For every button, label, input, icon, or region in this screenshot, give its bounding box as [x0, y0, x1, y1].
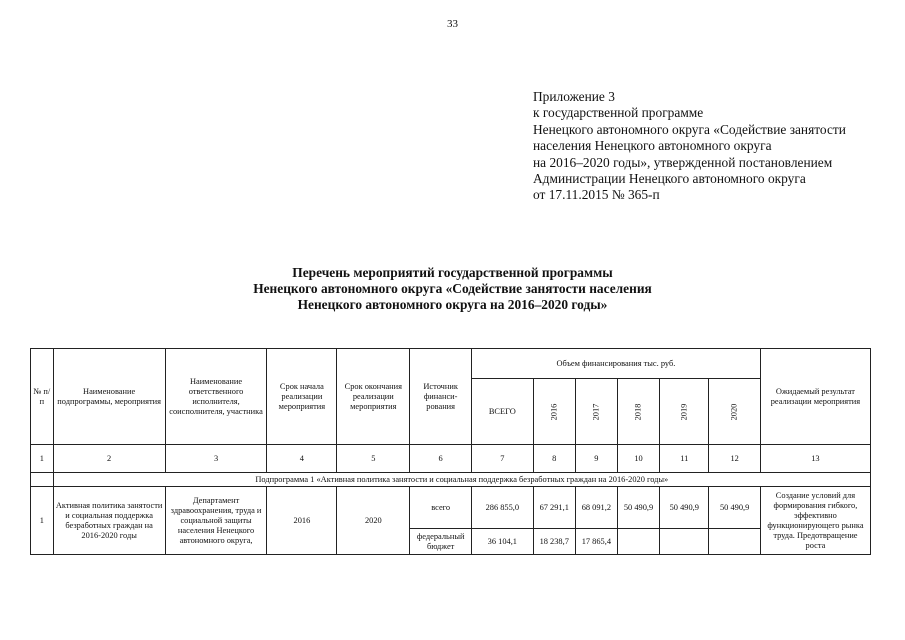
- column-number: 10: [617, 445, 659, 473]
- appendix-line: Приложение 3: [533, 89, 615, 104]
- title-line: Ненецкого автономного округа на 2016–2020 годы»: [297, 297, 608, 312]
- row-year-value: [617, 529, 659, 555]
- row-end: 2020: [337, 487, 410, 555]
- document-title: [0, 265, 905, 313]
- header-start: Срок начала реализации мероприятия: [267, 349, 337, 445]
- measures-table: [30, 348, 871, 555]
- title-line: Перечень мероприятий государственной программы: [292, 265, 613, 280]
- row-result: Создание условий для формирования гибкого, эффективно функционирующего рынка труда. Предотвращение роста: [760, 487, 870, 555]
- year-label: 2016: [549, 403, 559, 420]
- column-number: 1: [31, 445, 54, 473]
- column-number: 6: [410, 445, 472, 473]
- header-year: [709, 379, 760, 445]
- header-executor: Наименование ответственного исполнителя, соисполнителя, участника: [165, 349, 267, 445]
- header-num: № п/п: [31, 349, 54, 445]
- appendix-line: от 17.11.2015 № 365-п: [533, 187, 660, 203]
- row-name: Активная политика занятости и социальная поддержка безработных граждан на 2016-2020 годы: [53, 487, 165, 555]
- title-line: Ненецкого автономного округа «Содействие занятости населения: [253, 281, 652, 296]
- page-number: 33: [447, 18, 458, 30]
- year-label: 2017: [591, 403, 601, 420]
- header-name: Наименование подпрограммы, мероприятия: [53, 349, 165, 445]
- row-year-value: 17 865,4: [575, 529, 617, 555]
- row-executor: Департамент здравоохранения, труда и социальной защиты населения Ненецкого автономного округа,: [165, 487, 267, 555]
- row-total: 286 855,0: [471, 487, 533, 529]
- header-result: Ожидаемый результат реализации мероприятия: [760, 349, 870, 445]
- row-year-value: 50 490,9: [709, 487, 760, 529]
- header-source: Источник финанси-рования: [410, 349, 472, 445]
- appendix-note: [533, 89, 846, 204]
- row-source: всего: [410, 487, 472, 529]
- column-number: 8: [533, 445, 575, 473]
- header-funding-group: Объем финансирования тыс. руб.: [471, 349, 760, 379]
- header-year: [660, 379, 709, 445]
- row-year-value: 50 490,9: [660, 487, 709, 529]
- column-number: 3: [165, 445, 267, 473]
- header-row: [31, 349, 871, 379]
- header-year: [575, 379, 617, 445]
- table-row: [31, 487, 871, 529]
- appendix-line: Ненецкого автономного округа «Содействие занятости: [533, 121, 846, 137]
- column-number: 11: [660, 445, 709, 473]
- header-end: Срок окончания реализации мероприятия: [337, 349, 410, 445]
- row-source: федеральный бюджет: [410, 529, 472, 555]
- year-label: 2019: [679, 403, 689, 420]
- column-number: 2: [53, 445, 165, 473]
- subprogram-empty-cell: [31, 473, 54, 487]
- row-year-value: 68 091,2: [575, 487, 617, 529]
- column-number: 9: [575, 445, 617, 473]
- row-start: 2016: [267, 487, 337, 555]
- subprogram-title: Подпрограмма 1 «Активная политика занятости и социальная поддержка безработных граждан на 2016-2020 годы»: [53, 473, 870, 487]
- row-year-value: [709, 529, 760, 555]
- subprogram-row: [31, 473, 871, 487]
- column-number: 12: [709, 445, 760, 473]
- column-number-row: [31, 445, 871, 473]
- header-year: [533, 379, 575, 445]
- row-year-value: [660, 529, 709, 555]
- header-total: ВСЕГО: [471, 379, 533, 445]
- row-total: 36 104,1: [471, 529, 533, 555]
- row-year-value: 67 291,1: [533, 487, 575, 529]
- year-label: 2018: [633, 403, 643, 420]
- column-number: 5: [337, 445, 410, 473]
- row-year-value: 18 238,7: [533, 529, 575, 555]
- row-num: 1: [31, 487, 54, 555]
- year-label: 2020: [729, 403, 739, 420]
- column-number: 7: [471, 445, 533, 473]
- header-year: [617, 379, 659, 445]
- appendix-line: к государственной программе: [533, 105, 704, 121]
- appendix-line: Администрации Ненецкого автономного округа: [533, 171, 806, 187]
- column-number: 13: [760, 445, 870, 473]
- appendix-line: на 2016–2020 годы», утвержденной постановлением: [533, 154, 833, 170]
- row-year-value: 50 490,9: [617, 487, 659, 529]
- appendix-line: населения Ненецкого автономного округа: [533, 138, 772, 154]
- column-number: 4: [267, 445, 337, 473]
